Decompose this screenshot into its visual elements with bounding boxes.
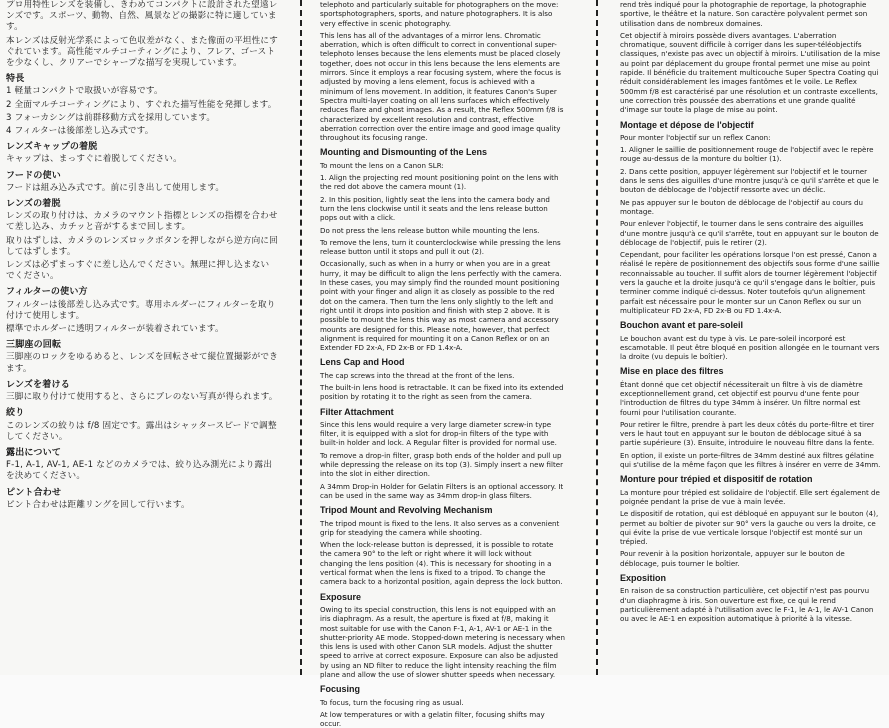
section-heading: 露出について [6,446,62,457]
paragraph: 1. Aligner le saillie de positionnement rouge de l'objectif avec le repère rouge au-dessus de la monture du boîtier (1). [620,145,874,164]
section-heading: フィルターの使い方 [6,286,88,297]
paragraph: 4 フィルターは後部差し込み式です。 [6,126,154,137]
paragraph: telephoto and particularly suitable for photographers on the move: sportsphotographers, sports, and nature photographers. It is also very effective in scenic photography. [320,0,559,28]
paragraph: Cependant, pour faciliter les opérations lorsque l'on est pressé, Canon a réalisé le repère de positionnement des objectifs sous forme d'une saillie reconnaissable au toucher. Il suffit alors de tourner légèrement l'objectif vers la gauche et la droite jusqu'à ce qu'il s'engage dans le boîtier, puis terminer comme indiqué ci-dessus. Noter toutefois qu'un alignement parfait est nécessaire pour le monter sur un Canon Reflex ou sur un multiplicateur FD 2x-A, FD 2x-B ou FD 1.4x-A. [620,250,880,315]
english-column [320,0,566,728]
paragraph: プロ用特性レンズを装備し、きわめてコンパクトに設計された望遠レンズです。スポーツ、動物、自然、風景などの撮影に特に適しています。 [6,0,278,33]
paragraph: レンズは必ずまっすぐに差し込んでください。無理に押し込まないでください。 [6,260,270,282]
paragraph: F-1, A-1, AV-1, AE-1 などのカメラでは、絞り込み測光により露出を決めてください。 [6,460,273,482]
section-heading: 絞り [6,407,25,418]
paragraph: At low temperatures or with a gelatin filter, focusing shifts may occur. [320,709,545,728]
paragraph: Pour revenir à la position horizontale, appuyer sur le bouton de déblocage, puis tourner le boîtier. [620,549,845,568]
paragraph: 1. Align the projecting red mount positioning point on the lens with the red dot above the camera mount (1). [320,173,559,192]
paragraph: フードは組み込み式です。前に引き出して使用します。 [6,182,225,193]
paragraph: This lens has all of the advantages of a mirror lens. Chromatic aberration, which is often difficult to correct in conventional super-telephoto lenses because the lens elements must be placed closely together, does not occur in this lens because the lens elements are mirrors. Since it employs a rear focusing system, where the focus is adjusted by moving a lens element, focus is achieved with a minimum of lens movement. In addition, it features Canon's Super Spectra multi-layer coating on all lens surfaces which effectively reduces flare and ghost images. As a result, the Reflex 500mm f/8 is characterized by excellent resolution and contrast, effective aberration correction over the entire image and good image quality throughout its focusing range. [320,30,564,143]
section-heading: フードの使い [6,169,61,180]
paragraph: 2. In this position, lightly seat the lens into the camera body and turn the lens clockwise until it seats and the lens release button pops out with a click. [320,194,550,223]
paragraph: A 34mm Drop-in Holder for Gelatin Filters is an optional accessory. It can be used in the same way as 34mm drop-in glass filters. [320,481,564,500]
paragraph: To remove the lens, turn it counterclockwise while pressing the lens release button until it stops and pull it out (2). [320,237,561,257]
paragraph: Owing to its special construction, this lens is not equipped with an iris diaphragm. As a result, the aperture is fixed at f/8, making it most suitable for use with the Canon F-1, A-1, AV-1 or AE-1 in the shutter-priority AE mode. Stopped-down metering is necessary when this lens is used with other Canon SLR models. Adjust the shutter speed to arrive at correct exposure. Exposure can also be adjusted by using an ND filter to reduce the light intensity reaching the film plane and allow the use of slower shutter speeds when necessary. [320,604,566,679]
paragraph: En raison de sa construction particulière, cet objectif n'est pas pourvu d'un diaphragme à iris. Son ouverture est fixe, ce qui le rend particulièrement adapté à l'utilisation avec le F-1, le A-1, le AV-1 Canon ou avec le AE-1 en exposition automatique à priorité à la vitesse. [620,586,874,624]
paragraph: Pour retirer le filtre, prendre à part les deux côtés du porte-filtre et tirer vers le haut tout en appuyant sur le bouton de déblocage situé à sa partie supérieure (3). Ensuite, introduire le nouveau filtre dans la fente. [620,419,875,448]
section-heading: Exposition [620,573,667,584]
paragraph: ピント合わせは距離リングを回して行います。 [6,499,190,510]
section-heading: レンズを着ける [6,378,70,389]
paragraph: To mount the lens on a Canon SLR: [320,160,444,170]
paragraph: 三脚に取り付けて使用すると、さらにブレのない写真が得られます。 [6,392,278,403]
paragraph: レンズの取り付けは、カメラのマウント指標とレンズの指標を合わせて差し込み、カチッと音がするまで回します。 [6,211,278,233]
section-heading: レンズキャップの着脱 [6,141,98,152]
paragraph: 取りはずしは、カメラのレンズロックボタンを押しながら逆方向に回してはずします。 [6,235,278,257]
section-heading: Bouchon avant et pare-soleil [620,320,744,331]
section-heading: Tripod Mount and Revolving Mechanism [320,505,493,516]
paragraph: 2. Dans cette position, appuyer légèrement sur l'objectif et le tourner dans le sens des aiguilles d'une montre jusqu'à ce qu'il s'arrête et que le bouton de déblocage de l'objectif ressorte avec un déclic. [620,166,879,195]
paragraph: Étant donné que cet objectif nécessiterait un filtre à vis de diamètre exceptionnellement grand, cet objectif est pourvu d'une fente pour l'introduction de filtres du type 34mm à insérer. Un filtre normal est fourni pour l'utilisation courante. [620,379,863,417]
section-heading: Mounting and Dismounting of the Lens [320,147,487,158]
paragraph: The cap screws into the thread at the front of the lens. [320,370,515,380]
section-heading: Exposure [320,591,362,602]
paragraph: En option, il existe un porte-filtres de 34mm destiné aux filtres gélatine qui s'utilise de la même façon que les filtres à insérer en verre de 34mm. [620,450,881,470]
paragraph: 2 全面マルチコーティングにより、すぐれた描写性能を発揮します。 [6,99,277,110]
section-heading: 三脚座の回転 [6,339,62,350]
section-heading: Lens Cap and Hood [320,357,405,368]
paragraph: Since this lens would require a very large diameter screw-in type filter, it is equipped with a slot for drop-in filters of the type with built-in holder and lock. A Regular filter is provided for normal use. [320,419,557,448]
paragraph: Ne pas appuyer sur le bouton de déblocage de l'objectif au cours du montage. [620,197,863,216]
paragraph: The tripod mount is fixed to the lens. It also serves as a convenient grip for steadying the camera while shooting. [320,518,560,537]
french-column [620,0,882,675]
section-heading: Mise en place des filtres [620,366,724,377]
paragraph: Pour monter l'objectif sur un reflex Canon: [620,132,771,142]
section-heading: ピント合わせ [6,486,62,497]
section-heading: Montage et dépose de l'objectif [620,119,754,130]
paragraph: 3 フォーカシングは前群移動方式を採用しています。 [6,112,216,123]
paragraph: Occasionally, such as when in a hurry or when you are in a great hurry, it may be difficult to align the lens perfectly with the camera. In these cases, you may simply find the rounded mount positioning point with your finger and align it as closely as possible to the red dot on the camera. Then turn the lens only slightly to the left and right until it drops into position and finish with step 2 above. It is possible to mount the lens this way as most camera and accessory mounts are designed for this. Please note, however, that perfect alignment is required for mounting it on a Canon Reflex or on an Extender FD 2x-A, FD 2x-B or FD 1.4x-A. [320,259,562,353]
paragraph: 標準でホルダーに透明フィルターが装着されています。 [6,324,224,335]
paragraph: Pour enlever l'objectif, le tourner dans le sens contraire des aiguilles d'une montre jusqu'à ce qu'il s'arrête, tout en appuyant sur le bouton de déblocage de l'objectif, puis le retirer (2). [620,219,879,247]
paragraph: 三脚座のロックをゆるめると、レンズを回転させて縦位置撮影ができます。 [6,352,278,374]
section-heading: Monture pour trépied et dispositif de rotation [620,474,813,485]
japanese-column [6,0,278,675]
paragraph: To remove a drop-in filter, grasp both ends of the holder and pull up while depressing the release on its top (3). Simply insert a new filter into the slot in either direction. [320,450,564,479]
fold-line-right [596,0,598,675]
paragraph: When the lock-release button is depressed, it is possible to rotate the camera 90° to the left or right where it will lock without changing the lens position (4). This is necessary for shooting in a vertical format when the lens is fixed to a tripod. To change the camera back to a horizontal position, again depress the lock button. [320,540,563,587]
section-heading: Focusing [320,684,360,695]
paragraph: Cet objectif à miroirs possède divers avantages. L'aberration chromatique, souvent difficile à corriger dans les super-téléobjectifs classiques, n'existe pas avec un objectif à miroirs. L'utilisation de la mise au point par déplacement du groupe frontal permet une mise au point rapide. Il bénéficie du traitement multicouche Super Spectra Coating qui réduit considérablement les images fantômes et le voile. Le Reflex 500mm f/8 est caractérisé par une résolution et un contraste excellents, une correction très poussée des aberrations et une grande qualité d'image sur toute la plage de mise au point. [620,30,881,115]
section-heading: レンズの着脱 [6,198,61,209]
paragraph: Do not press the lens release button while mounting the lens. [320,225,540,235]
paragraph: The built-in lens hood is retractable. It can be fixed into its extended position by rotating it to the right as seen from the camera. [320,382,564,402]
section-heading: 特長 [6,73,25,84]
paragraph: rend très indiqué pour la photographie de reportage, la photographie sportive, le théâtre et la nature. Son caractère polyvalent permet son utilisation dans de nombreux domaines. [620,0,868,28]
paragraph: このレンズの絞りは f/8 固定です。露出はシャッタースピードで調整してください。 [6,420,277,442]
fold-line-left [300,0,302,675]
section-heading: Filter Attachment [320,406,394,417]
paragraph: La monture pour trépied est solidaire de l'objectif. Elle sert également de poignée pendant la prise de vue à main levée. [620,487,880,506]
paragraph: Le bouchon avant est du type à vis. Le pare-soleil incorporé est escamotable. Il peut être bloqué en position allongée en le tournant vers la droite (vu depuis le boîtier). [620,333,880,362]
paragraph: 1 軽量コンパクトで取扱いが容易です。 [6,86,163,97]
paragraph: キャップは、まっすぐに着脱してください。 [6,154,182,165]
paragraph: Le dispositif de rotation, qui est débloqué en appuyant sur le bouton (4), permet au boîtier de pivoter sur 90° vers la gauche ou vers la droite, ce qui évite la prise de vue verticale lorsque l'objectif est monté sur un trépied. [620,509,879,547]
paragraph: To focus, turn the focusing ring as usual. [320,697,464,707]
paragraph: 本レンズは反射光学系によって色収差がなく、また像面の平坦性にすぐれています。高性能マルチコーティングにより、フレア、ゴーストを少なくし、クリアーでシャープな描写を実現しています。 [6,35,278,69]
paragraph: フィルターは後部差し込み式です。専用ホルダーにフィルターを取り付けて使用します。 [6,299,276,321]
